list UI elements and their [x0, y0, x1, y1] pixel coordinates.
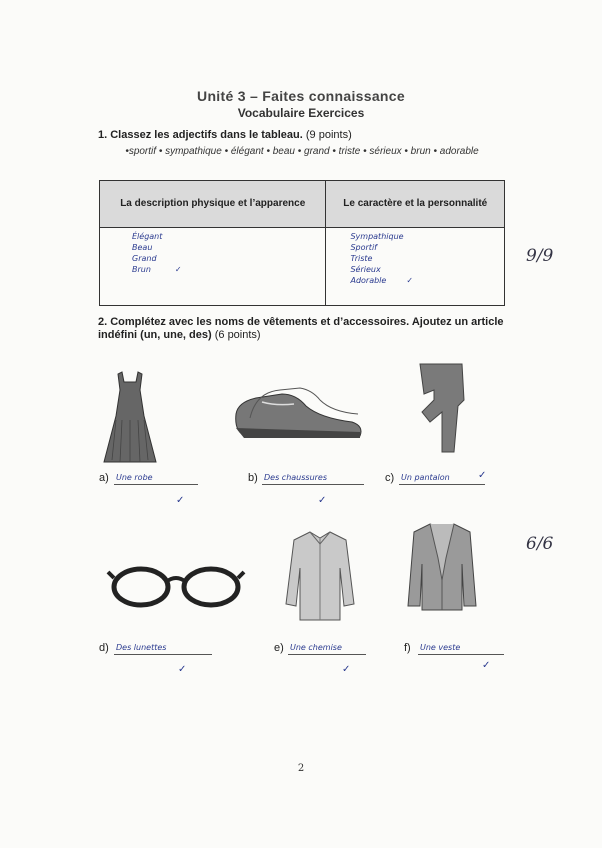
glasses-icon	[106, 562, 246, 612]
handwritten-answer: Élégant	[132, 232, 163, 241]
question-2	[98, 316, 518, 342]
handwritten-answer: Brun ✓	[132, 265, 182, 274]
check-mark: ✓	[176, 495, 185, 506]
item-letter: a)	[99, 472, 109, 484]
page-title: Unité 3 – Faites connaissance	[197, 88, 405, 104]
score-q1: 9/9	[526, 246, 554, 266]
answer-d: Des lunettes	[114, 643, 212, 655]
item-letter: b)	[248, 472, 258, 484]
check-mark: ✓	[342, 664, 351, 675]
check-mark: ✓	[318, 495, 327, 506]
answer-e: Une chemise	[288, 643, 366, 655]
shoes-icon	[232, 384, 366, 446]
adjective-list: •sportif • sympathique • élégant • beau • grand • triste • sérieux • brun • adorable	[125, 146, 479, 157]
check-mark: ✓	[478, 470, 487, 481]
answer-f: Une veste	[418, 643, 504, 655]
check-mark: ✓	[178, 664, 187, 675]
item-letter: d)	[99, 642, 109, 654]
handwritten-answer: Beau	[132, 243, 153, 252]
answer-c: Un pantalon	[399, 473, 485, 485]
item-letter: e)	[274, 642, 284, 654]
classification-table	[99, 180, 505, 306]
handwritten-answer: Grand	[132, 254, 157, 263]
item-letter: c)	[385, 472, 395, 484]
question-2-points: (6 points)	[211, 329, 261, 341]
column-header-physical: La description physique et l’apparence	[100, 181, 326, 228]
answer-a: Une robe	[114, 473, 198, 485]
score-q2: 6/6	[526, 534, 554, 554]
item-letter: f)	[404, 642, 411, 654]
handwritten-answer: Sportif	[350, 243, 377, 252]
handwritten-answer: Adorable ✓	[350, 276, 414, 285]
physical-answers-cell	[100, 228, 326, 306]
column-header-personality: Le caractère et la personnalité	[326, 181, 505, 228]
handwritten-answer: Sérieux	[350, 265, 381, 274]
question-1-points: (9 points)	[302, 129, 352, 141]
jacket-icon	[406, 520, 478, 612]
dress-icon	[100, 370, 160, 466]
handwritten-answer: Triste	[350, 254, 373, 263]
page-subtitle: Vocabulaire Exercices	[237, 106, 365, 120]
question-1-prompt: 1. Classez les adjectifs dans le tableau.	[98, 129, 303, 141]
check-mark: ✓	[406, 276, 414, 285]
personality-answers-cell	[326, 228, 505, 306]
page-number: 2	[297, 763, 305, 774]
question-1	[98, 129, 518, 142]
trousers-icon	[412, 360, 468, 456]
handwritten-answer: Sympathique	[350, 232, 404, 241]
check-mark: ✓	[174, 265, 182, 274]
answer-b: Des chaussures	[262, 473, 364, 485]
shirt-icon	[284, 528, 356, 624]
question-2-prompt: 2. Complétez avec les noms de vêtements et d’accessoires. Ajoutez un article indéfini (un, une, des)	[98, 316, 504, 341]
check-mark: ✓	[482, 660, 491, 671]
